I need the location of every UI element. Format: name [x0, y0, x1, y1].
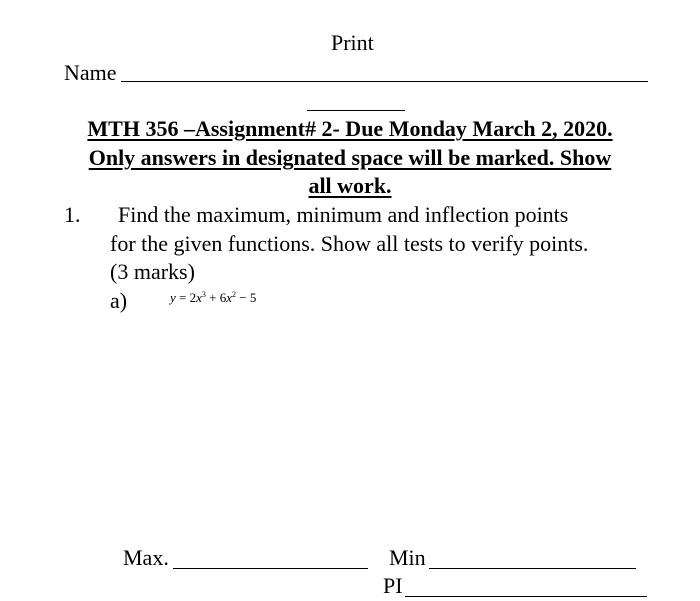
- instruction-line: Only answers in designated space will be marked. Show: [88, 145, 612, 170]
- equation-x: x: [196, 290, 202, 305]
- separator-line: [307, 110, 405, 111]
- part-a-label: a): [110, 288, 128, 313]
- name-label: Name: [64, 60, 117, 85]
- assignment-title: MTH 356 –Assignment# 2- Due Monday March 2, 2020.: [87, 116, 613, 141]
- equation-y: y: [170, 290, 176, 305]
- name-answer-line[interactable]: [121, 81, 648, 82]
- question-text-line1: Find the maximum, minimum and inflection points: [118, 202, 569, 227]
- max-label: Max.: [123, 545, 169, 570]
- pi-answer-line[interactable]: [405, 596, 647, 597]
- equation-exponent: 2: [232, 290, 237, 299]
- max-answer-line[interactable]: [173, 568, 368, 569]
- pi-label: PI: [383, 573, 403, 598]
- min-answer-line[interactable]: [429, 568, 636, 569]
- equation-x: x: [226, 290, 233, 305]
- equation-part: = 2: [175, 290, 197, 305]
- question-number: 1.: [64, 202, 81, 227]
- min-label: Min: [389, 545, 426, 570]
- equation: [170, 290, 256, 306]
- question-text-line2: for the given functions. Show all tests to verify points.: [110, 231, 589, 256]
- equation-part: + 6: [205, 290, 227, 305]
- instruction-line-end: all work.: [308, 173, 392, 198]
- equation-part: − 5: [236, 290, 257, 305]
- equation-exponent: 3: [201, 290, 206, 299]
- question-marks: (3 marks): [110, 259, 195, 284]
- print-label: Print: [331, 30, 374, 55]
